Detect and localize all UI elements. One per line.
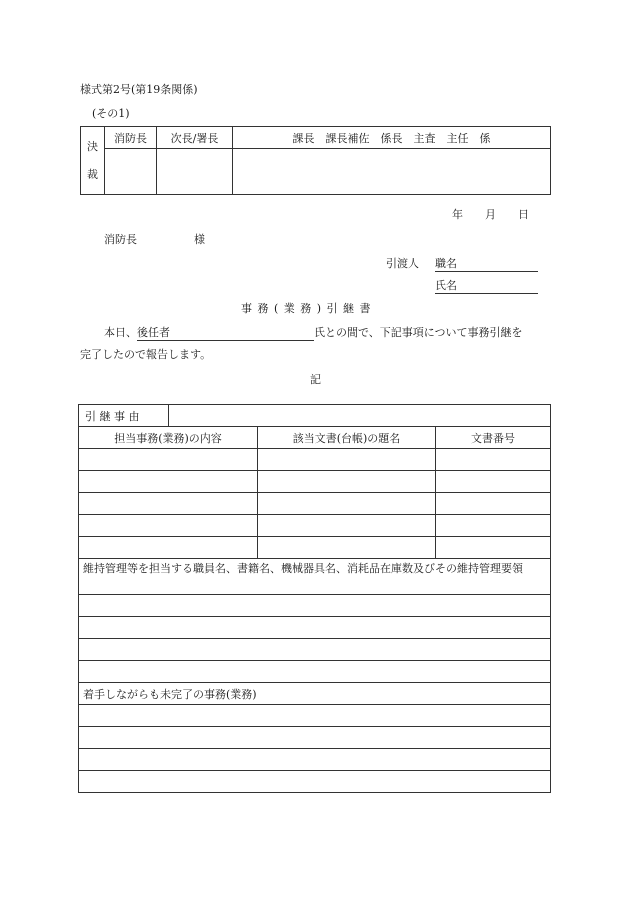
table-row (79, 449, 551, 471)
table-row (79, 595, 551, 617)
doc-number-cell[interactable] (436, 515, 551, 537)
table-row (79, 727, 551, 749)
task-cell[interactable] (79, 449, 258, 471)
date-line: 年 月 日 (452, 208, 529, 221)
reason-label-text: 引 継 事 由 (85, 409, 140, 423)
approval-stamp-chief[interactable] (105, 149, 157, 195)
doc-title-cell[interactable] (258, 493, 436, 515)
table-row (79, 705, 551, 727)
name-label: 氏名 (435, 279, 457, 292)
table-row (79, 639, 551, 661)
approval-table (80, 126, 551, 195)
maintenance-cell[interactable] (79, 661, 551, 683)
maintenance-cell[interactable] (79, 595, 551, 617)
body-line-2: 完了したので報告します。 (80, 348, 212, 361)
successor-label: 後任者 (137, 326, 170, 339)
header-document-title: 該当文書(台帳)の題名 (258, 427, 436, 449)
doc-title-cell[interactable] (258, 515, 436, 537)
table-row (79, 771, 551, 793)
unfinished-cell[interactable] (79, 771, 551, 793)
doc-number-cell[interactable] (436, 537, 551, 559)
position-field[interactable] (435, 257, 538, 272)
task-cell[interactable] (79, 515, 258, 537)
header-task-content: 担当事務(業務)の内容 (79, 427, 258, 449)
table-row (79, 661, 551, 683)
unfinished-cell[interactable] (79, 705, 551, 727)
unfinished-cell[interactable] (79, 749, 551, 771)
addressee-honorific: 様 (194, 233, 205, 246)
table-row (79, 515, 551, 537)
task-cell[interactable] (79, 493, 258, 515)
body-line-1 (104, 326, 523, 341)
body-text-1c: 氏との間で、下記事項について事務引継を (314, 326, 523, 339)
table-row (79, 617, 551, 639)
table-row (79, 749, 551, 771)
addressee-title: 消防長 (104, 233, 137, 246)
approval-col-staff: 課長 課長補佐 係長 主査 主任 係 (233, 127, 551, 149)
position-label: 職名 (435, 257, 457, 270)
task-cell[interactable] (79, 537, 258, 559)
table-row (79, 537, 551, 559)
body-text-1a: 本日、 (104, 326, 137, 339)
approval-stamp-deputy[interactable] (157, 149, 233, 195)
table-row (79, 493, 551, 515)
doc-number-cell[interactable] (436, 449, 551, 471)
unfinished-section-label: 着手しながらも未完了の事務(業務) (79, 683, 551, 705)
maintenance-cell[interactable] (79, 639, 551, 661)
maintenance-section-label: 維持管理等を担当する職員名、書籍名、機械器具名、消耗品在庫数及びその維持管理要領 (79, 559, 551, 595)
successor-field[interactable] (137, 326, 314, 341)
header-document-number: 文書番号 (436, 427, 551, 449)
doc-title-cell[interactable] (258, 537, 436, 559)
doc-title-cell[interactable] (258, 471, 436, 493)
approval-label: 決 裁 (81, 127, 105, 195)
unfinished-cell[interactable] (79, 727, 551, 749)
name-field[interactable] (435, 279, 538, 294)
task-cell[interactable] (79, 471, 258, 493)
transferor-label: 引渡人 (386, 257, 419, 270)
doc-number-cell[interactable] (436, 493, 551, 515)
reason-label (79, 405, 169, 427)
ki-label: 記 (310, 373, 321, 386)
doc-number-cell[interactable] (436, 471, 551, 493)
form-number: 様式第2号(第19条関係) (80, 83, 198, 96)
maintenance-cell[interactable] (79, 617, 551, 639)
approval-stamp-staff[interactable] (233, 149, 551, 195)
approval-col-chief: 消防長 (105, 127, 157, 149)
approval-col-deputy: 次長/署長 (157, 127, 233, 149)
form-sub-number: (その1) (92, 107, 130, 120)
table-row (79, 471, 551, 493)
handover-table (78, 404, 551, 793)
reason-field[interactable] (169, 405, 551, 427)
document-title: 事 務 ( 業 務 ) 引 継 書 (241, 302, 372, 315)
doc-title-cell[interactable] (258, 449, 436, 471)
